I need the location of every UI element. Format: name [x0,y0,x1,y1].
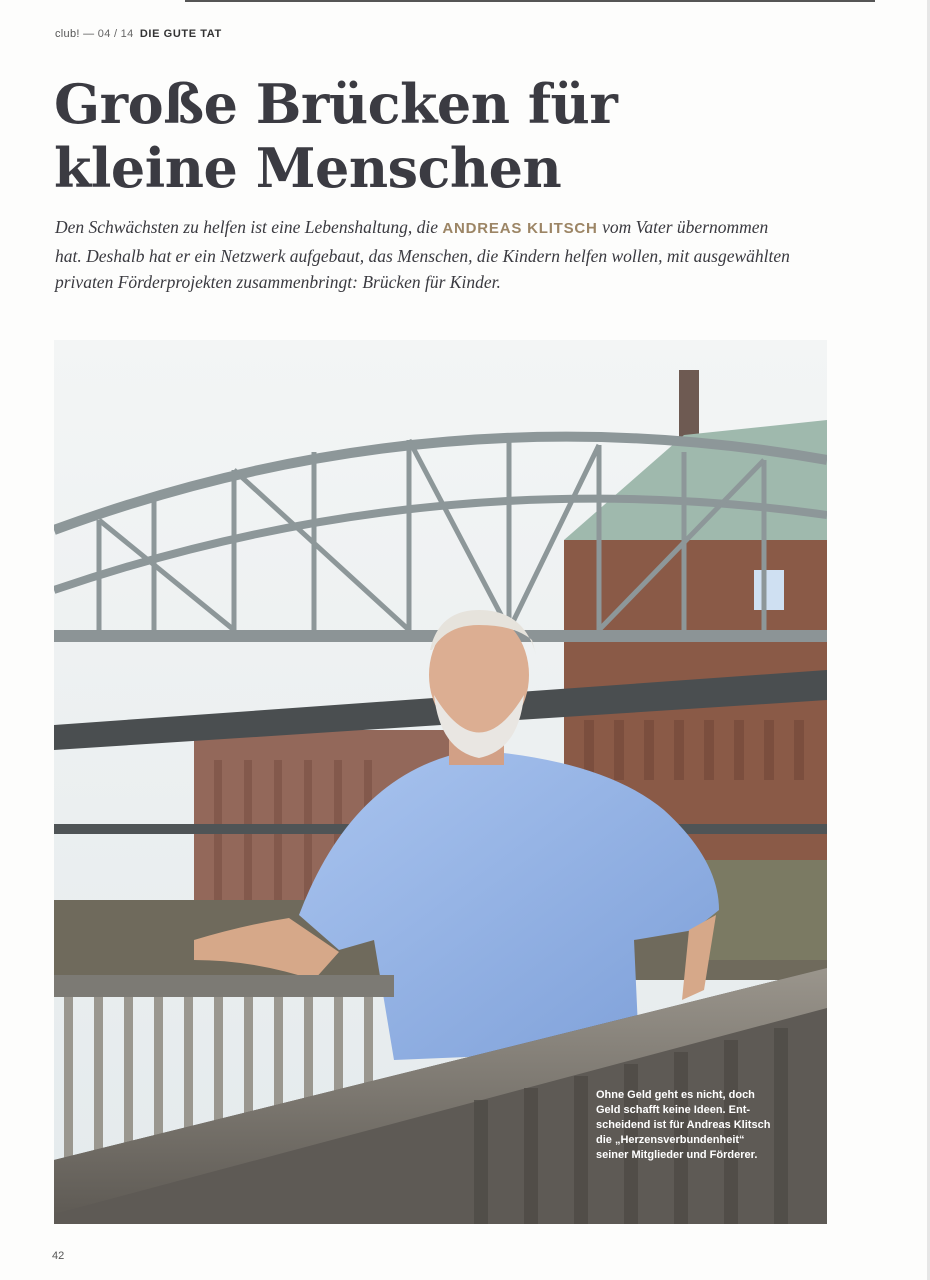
caption-line-1: Ohne Geld geht es nicht, doch [596,1089,755,1101]
caption-line-3: scheidend ist für Andreas Klitsch [596,1119,771,1131]
issue-number: 04 / 14 [97,28,134,40]
top-rule [185,0,875,2]
headline-line-2: kleine Menschen [54,136,562,200]
caption-line-4: die „Herzensverbundenheit“ [596,1134,745,1146]
kicker-dash: — [83,28,95,40]
caption-line-5: seiner Mitglieder und Förderer. [596,1149,758,1161]
magazine-name: club! [55,28,80,40]
photo-caption [596,1088,786,1163]
section-kicker [55,28,222,40]
page-number: 42 [52,1250,65,1262]
person-name: ANDREAS KLITSCH [442,220,598,237]
article-headline [54,72,814,200]
intro-text-2: vom Vater übernommen hat. Deshalb hat er ein Netzwerk aufgebaut, das Menschen, die Kindern helfen wollen, mit ausgewählten privaten Förderprojekten zusammenbringt: Brücken für Kinder. [55,217,790,292]
caption-line-2: Geld schafft keine Ideen. Ent- [596,1104,751,1116]
section-title: DIE GUTE TAT [139,28,222,40]
headline-line-1: Große Brücken für [54,72,618,136]
article-intro [55,214,795,296]
intro-text-1: Den Schwächsten zu helfen ist eine Lebenshaltung, die [55,217,443,237]
